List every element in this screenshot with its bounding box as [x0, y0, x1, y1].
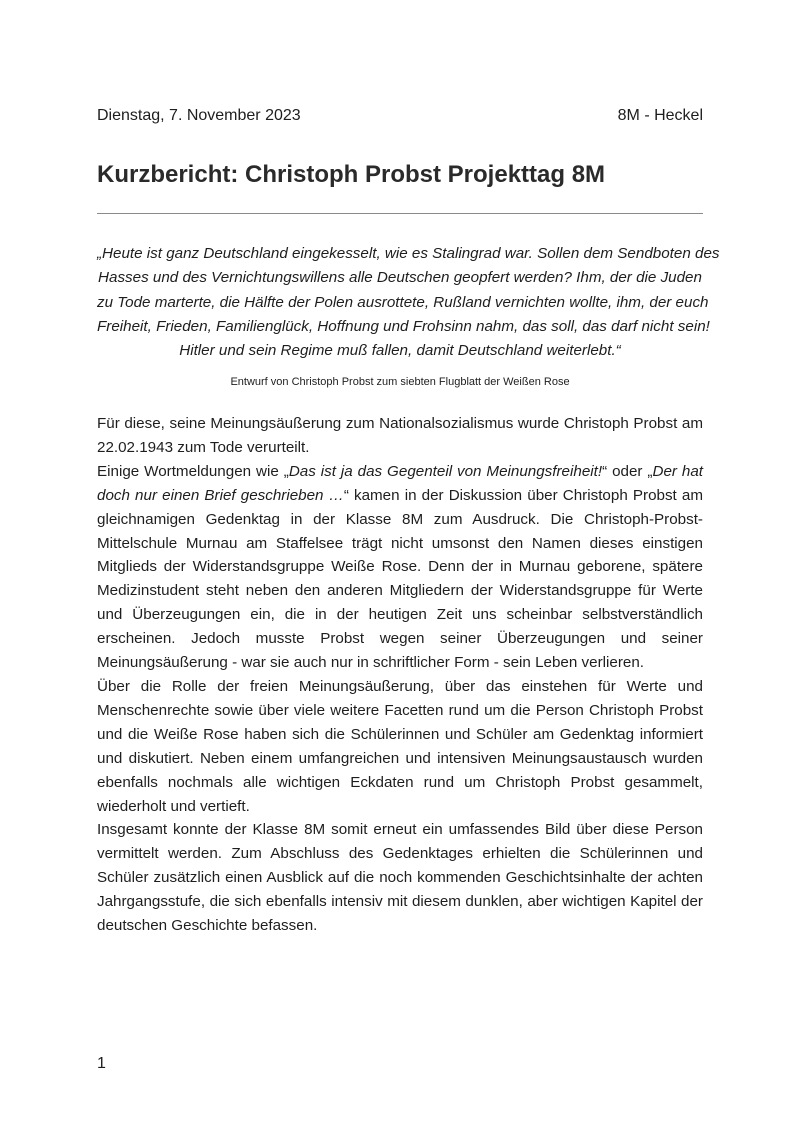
quote-caption: Entwurf von Christoph Probst zum siebten Flugblatt der Weißen Rose	[230, 376, 570, 388]
paragraph-2-between: “ oder „	[602, 462, 653, 480]
paragraph-3: Über die Rolle der freien Meinungsäußerung, über das einstehen für Werte und Menschenrechte sowie über viele weitere Facetten rund um die Person Christoph Probst und die Weiße Rose haben sich die Schülerinnen und Schüler am Gedenktag informiert und diskutiert. Neben einem umfangreichen und intensiven Meinungsaustausch wurden ebenfalls nochmals alle wichtigen Eckdaten rund um Christoph Probst gesammelt, wiederholt und vertieft.	[97, 677, 703, 815]
report-body	[97, 412, 703, 938]
quote-inline-2: Der hat doch nur einen Brief geschrieben …	[97, 462, 704, 504]
document-title: Kurzbericht: Christoph Probst Projekttag 8M	[97, 161, 606, 188]
paragraph-1: Für diese, seine Meinungsäußerung zum Nationalsozialismus wurde Christoph Probst am 22.02.1943 zum Tode verurteilt.	[97, 415, 703, 456]
page-number: 1	[97, 1055, 106, 1072]
quote-line: Freiheit, Frieden, Familienglück, Hoffnung und Frohsinn nahm, das soll, das darf nicht sein!	[97, 317, 710, 335]
paragraph-4: Insgesamt konnte der Klasse 8M somit erneut ein umfassendes Bild über diese Person vermittelt werden. Zum Abschluss des Gedenktages erhielten die Schülerinnen und Schüler zusätzlich einen Ausblick auf die noch kommenden Geschichtsinhalte der achten Jahrgangsstufe, die sich ebenfalls intensiv mit diesem dunklen, aber wichtigen Kapitel der deutschen Geschichte befassen.	[97, 821, 703, 935]
header-date: Dienstag, 7. November 2023	[97, 107, 301, 124]
paragraph-2	[97, 460, 703, 675]
paragraph-2-rest: “ kamen in der Diskussion über Christoph Probst am gleichnamigen Gedenktag in der Klasse 8M zum Ausdruck. Die Christoph-Probst-Mittelschule Murnau am Staffelsee trägt nicht umsonst den Namen dieses einstigen Mitglieds der Widerstandsgruppe Weiße Rose. Denn der in Murnau geborene, spätere Medizinstudent steht neben den anderen Mitgliedern der Widerstandsgruppe für Werte und Überzeugungen ein, die in der heutigen Zeit uns scheinbar selbstverständlich erscheinen. Jedoch musste Probst wegen seiner Überzeugungen und seiner Meinungsäußerung - war sie auch nur in schriftlicher Form - sein Leben verlieren.	[97, 486, 703, 672]
epigraph-quote	[97, 242, 720, 363]
quote-line: „Heute ist ganz Deutschland eingekesselt, wie es Stalingrad war. Sollen dem Sendboten des	[97, 245, 720, 262]
quote-line: Hitler und sein Regime muß fallen, damit Deutschland weiterlebt.“	[179, 342, 621, 360]
header-class-teacher: 8M - Heckel	[617, 107, 703, 124]
document-header	[97, 106, 703, 126]
paragraph-2-intro: Einige Wortmeldungen wie „	[97, 462, 289, 480]
title-divider	[97, 213, 703, 214]
quote-line: Hasses und des Vernichtungswillens alle Deutschen geopfert werden? Ihm, der die Juden	[98, 269, 702, 287]
quote-inline-1: Das ist ja das Gegenteil von Meinungsfreiheit!	[288, 462, 603, 480]
quote-line: zu Tode marterte, die Hälfte der Polen ausrottete, Rußland vernichten wollte, ihm, der euch	[97, 293, 709, 311]
